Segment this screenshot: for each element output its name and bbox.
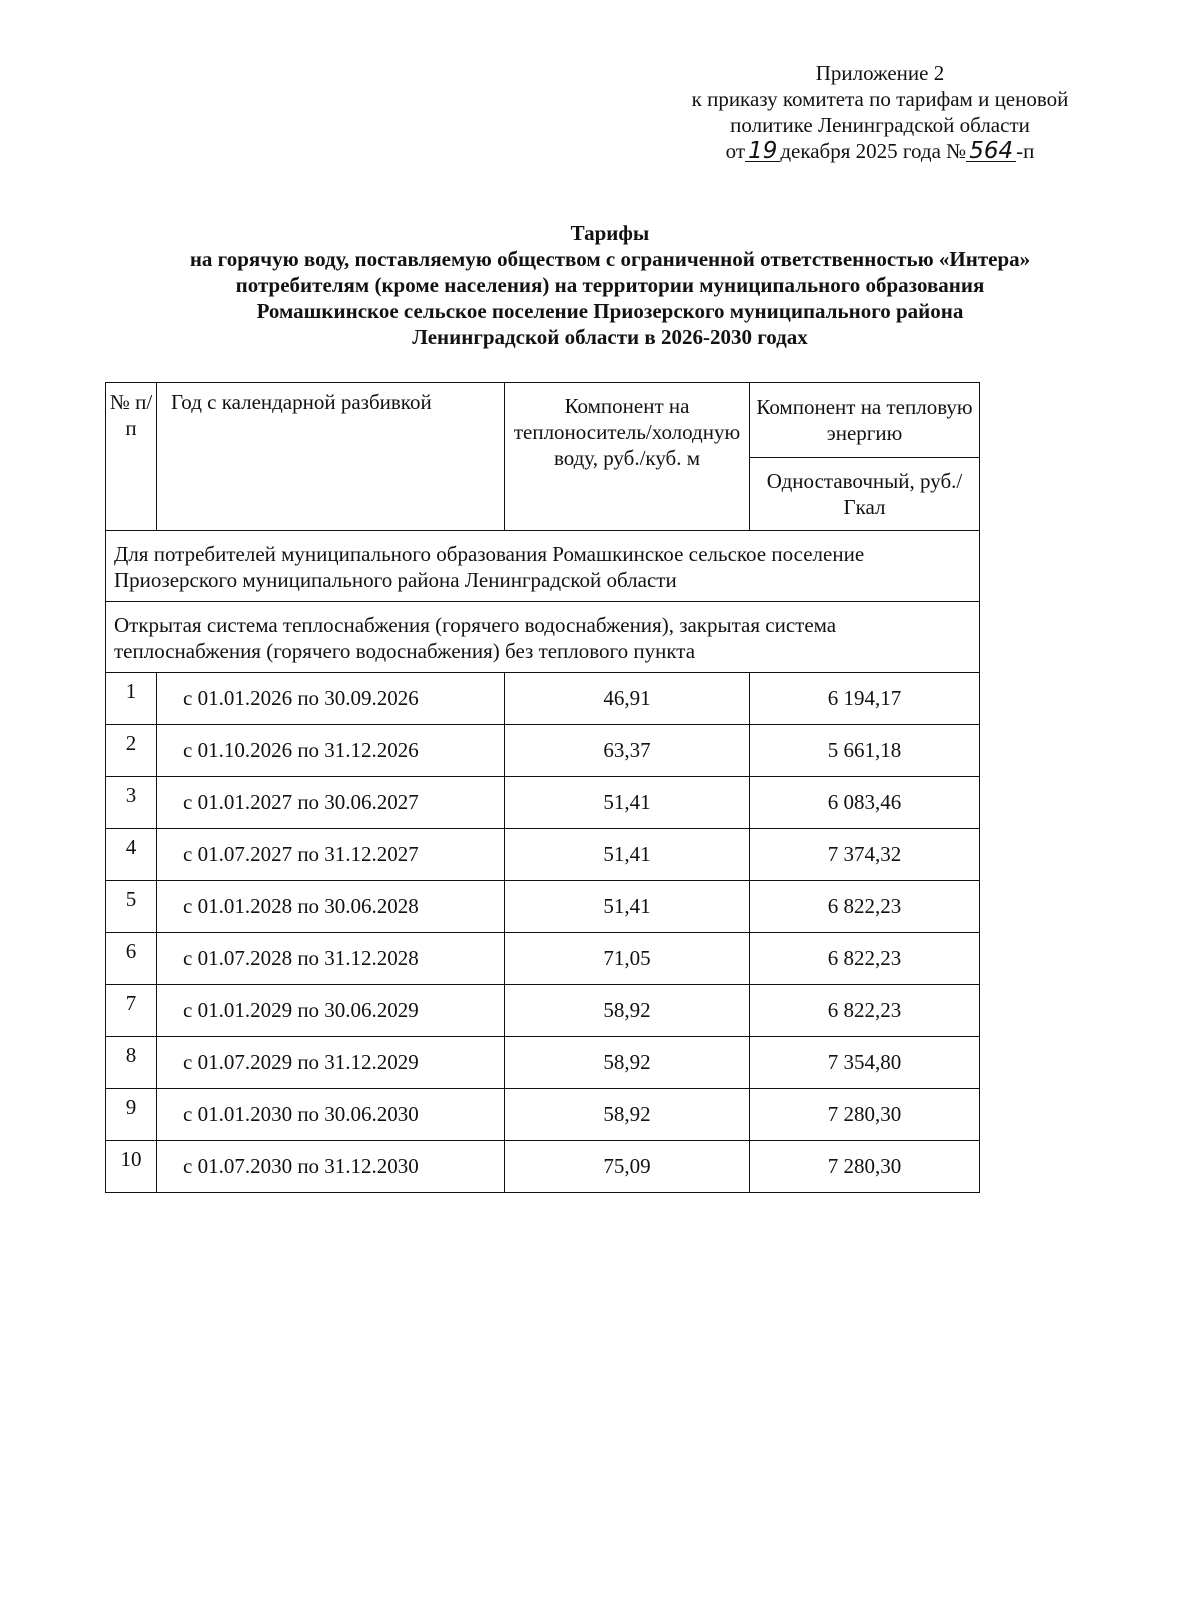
row-period: с 01.10.2026 по 31.12.2026 bbox=[157, 725, 505, 777]
appendix-header bbox=[640, 60, 1120, 164]
row-period: с 01.01.2030 по 30.06.2030 bbox=[157, 1089, 505, 1141]
row-heat-value: 7 280,30 bbox=[750, 1141, 980, 1193]
header-no: № п/п bbox=[106, 383, 157, 531]
row-period: с 01.07.2029 по 31.12.2029 bbox=[157, 1037, 505, 1089]
row-heat-value: 7 280,30 bbox=[750, 1089, 980, 1141]
row-coolant-value: 51,41 bbox=[505, 777, 750, 829]
row-heat-value: 7 354,80 bbox=[750, 1037, 980, 1089]
title-line-4: Ромашкинское сельское поселение Приозерского муниципального района bbox=[256, 299, 964, 323]
row-heat-value: 5 661,18 bbox=[750, 725, 980, 777]
order-number-suffix: -п bbox=[1016, 139, 1035, 163]
row-period: с 01.07.2027 по 31.12.2027 bbox=[157, 829, 505, 881]
date-prefix: от bbox=[725, 139, 746, 163]
document-title bbox=[100, 220, 1120, 350]
row-heat-value: 6 194,17 bbox=[750, 673, 980, 725]
table-row bbox=[106, 725, 980, 777]
row-period: с 01.07.2028 по 31.12.2028 bbox=[157, 933, 505, 985]
row-coolant-value: 46,91 bbox=[505, 673, 750, 725]
table-row bbox=[106, 933, 980, 985]
section-consumers: Для потребителей муниципального образования Ромашкинское сельское поселение Приозерского муниципального района Ленинградской области bbox=[106, 531, 980, 602]
row-period: с 01.01.2026 по 30.09.2026 bbox=[157, 673, 505, 725]
table-row bbox=[106, 985, 980, 1037]
table-row bbox=[106, 1141, 980, 1193]
row-heat-value: 6 083,46 bbox=[750, 777, 980, 829]
row-heat-value: 7 374,32 bbox=[750, 829, 980, 881]
row-period: с 01.01.2029 по 30.06.2029 bbox=[157, 985, 505, 1037]
table-row bbox=[106, 881, 980, 933]
row-heat-value: 6 822,23 bbox=[750, 881, 980, 933]
row-coolant-value: 58,92 bbox=[505, 1037, 750, 1089]
row-number: 2 bbox=[106, 725, 157, 777]
row-coolant-value: 51,41 bbox=[505, 829, 750, 881]
appendix-line-1: Приложение 2 bbox=[815, 61, 945, 85]
row-number: 4 bbox=[106, 829, 157, 881]
appendix-line-3: политике Ленинградской области bbox=[730, 113, 1030, 137]
table-row bbox=[106, 1037, 980, 1089]
table-row bbox=[106, 777, 980, 829]
row-number: 6 bbox=[106, 933, 157, 985]
row-number: 7 bbox=[106, 985, 157, 1037]
row-coolant-value: 71,05 bbox=[505, 933, 750, 985]
row-number: 10 bbox=[106, 1141, 157, 1193]
row-number: 3 bbox=[106, 777, 157, 829]
table-row bbox=[106, 673, 980, 725]
table-row bbox=[106, 829, 980, 881]
row-number: 8 bbox=[106, 1037, 157, 1089]
row-period: с 01.01.2027 по 30.06.2027 bbox=[157, 777, 505, 829]
header-single-rate: Одноставочный, руб./Гкал bbox=[750, 458, 980, 531]
section-system-type: Открытая система теплоснабжения (горячего водоснабжения), закрытая система теплоснабжения (горячего водоснабжения) без теплового пункта bbox=[106, 602, 980, 673]
header-year: Год с календарной разбивкой bbox=[157, 383, 505, 531]
row-coolant-value: 63,37 bbox=[505, 725, 750, 777]
row-number: 5 bbox=[106, 881, 157, 933]
date-middle: декабря 2025 года № bbox=[780, 139, 967, 163]
header-heat: Компонент на тепловую энергию bbox=[750, 383, 980, 458]
appendix-order-date bbox=[640, 138, 1120, 164]
handwritten-order-number: 564 bbox=[966, 141, 1016, 162]
title-line-3: потребителям (кроме населения) на территории муниципального образования bbox=[235, 273, 985, 297]
handwritten-day: 19 bbox=[745, 141, 780, 162]
title-line-2: на горячую воду, поставляемую обществом с ограниченной ответственностью «Интера» bbox=[189, 247, 1031, 271]
row-coolant-value: 75,09 bbox=[505, 1141, 750, 1193]
row-heat-value: 6 822,23 bbox=[750, 933, 980, 985]
row-coolant-value: 58,92 bbox=[505, 1089, 750, 1141]
header-coolant: Компонент на теплоноситель/холодную воду, руб./куб. м bbox=[505, 383, 750, 531]
row-coolant-value: 51,41 bbox=[505, 881, 750, 933]
title-line-1: Тарифы bbox=[570, 221, 650, 245]
row-number: 1 bbox=[106, 673, 157, 725]
row-heat-value: 6 822,23 bbox=[750, 985, 980, 1037]
title-line-5: Ленинградской области в 2026-2030 годах bbox=[412, 325, 808, 349]
row-number: 9 bbox=[106, 1089, 157, 1141]
row-coolant-value: 58,92 bbox=[505, 985, 750, 1037]
table-row bbox=[106, 1089, 980, 1141]
row-period: с 01.07.2030 по 31.12.2030 bbox=[157, 1141, 505, 1193]
row-period: с 01.01.2028 по 30.06.2028 bbox=[157, 881, 505, 933]
appendix-line-2: к приказу комитета по тарифам и ценовой bbox=[691, 87, 1069, 111]
tariff-table bbox=[105, 382, 980, 1193]
